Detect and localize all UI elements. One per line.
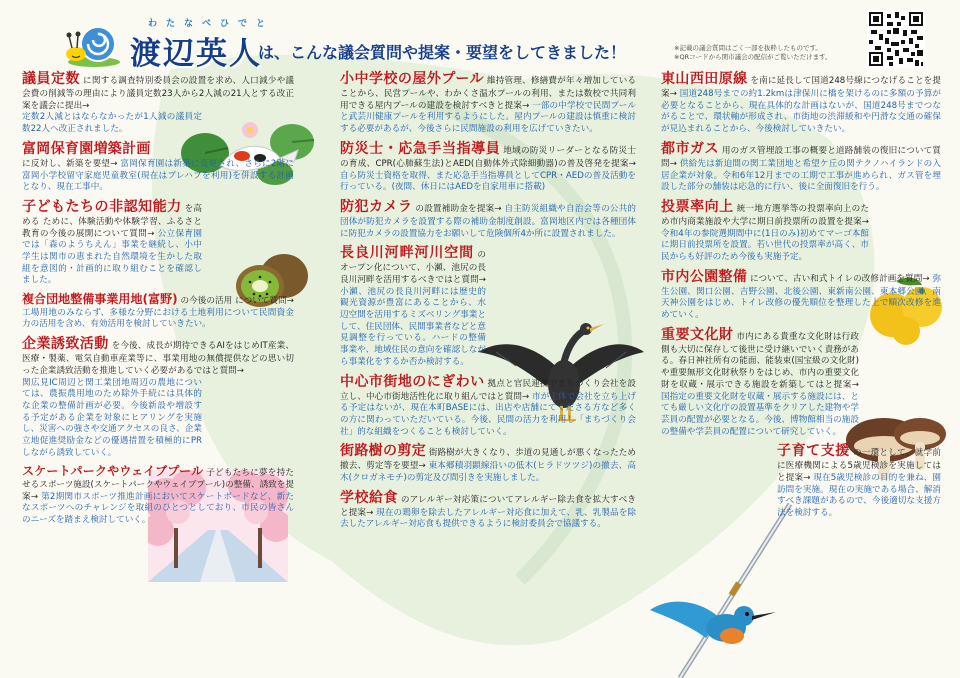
item-heading: 小中学校の屋外プール xyxy=(340,71,485,87)
item-heading: 東山西田原線 xyxy=(661,71,748,87)
item-tail: 市内にある貴重な文化財は行政側も大切に保存して後世に受け継いでいく責務がある。春日神社所有の能面、能装束(国宝級の文化財)や重要無形文化財秋祭りをはじめ、市内の重要文化財を収蔵・展示できる施設を新築してはと提案→ xyxy=(661,331,859,390)
item-response: 東本郷積羽顕線沿いの低木(ヒラドツツジ)の撤去、高木(クロガネモチ)の剪定及び間引きを実施しました。 xyxy=(340,461,637,483)
item-heading: 子育て支援 xyxy=(777,443,850,460)
item-text: に関する調査特別委員会の設置を求め、人口減少や議会費の削減等の理由により議員定数23人から2人減の21人とする改正案を議会に提出→ xyxy=(22,76,294,111)
header-notes xyxy=(674,44,866,62)
item-heading: 都市ガス xyxy=(661,140,719,157)
item-response: 一部の中学校で民間プールと武芸川健康プールを利用するようにした。屋内プールの建設は慎重に検討する必要があるが、今後さらに民間施設の利用を広げていきたい。 xyxy=(340,100,636,135)
item-response: 富岡保育園は新築に変更され、さらに2階に富岡小学校留守家庭児童教室(現在はプレハブを利用)を併設する計画となり、現在工事中。 xyxy=(22,158,294,193)
item-heading: 学校給食 xyxy=(340,489,398,506)
item-heading: 重要文化財 xyxy=(661,326,734,343)
item-response: 現在の鶏卵を除去したアレルギー対応食に加えて、乳、乳製品を除去したアレルギー対応食も提供できるように検討委員会で協議する。 xyxy=(340,507,637,530)
item-tail: 統一地方選挙等の投票率向上のため市内商業施設や大学に期日前投票所の設置を提案→ xyxy=(661,203,870,227)
item-street-trees xyxy=(340,442,636,484)
note-line: ※記載の議会質問はごく一部を抜粋したものです。 xyxy=(674,44,822,52)
item-response: 第2期関市スポーツ推進計画においてスケートボードなど、新たなスポーツへのチャレンジを取組のひとつとしており、市民の皆さんのニーズを踏まえ検討していく。 xyxy=(22,491,295,526)
item-complex-site xyxy=(22,291,294,331)
note-line: ※QRコードから関市議会の配信がご覧いただけます。 xyxy=(674,53,832,62)
item-response: 供給先は新迫間の関工業団地と希望ケ丘の関テクノハイランドの入居企業が対象。令和6年12月までの工期で工事が進められ、ガス管を埋設した部分の舗装は応急的に行い、後に全面復旧を行う。 xyxy=(661,158,941,193)
item-outdoor-pool xyxy=(340,70,636,136)
qr-code-icon[interactable] xyxy=(867,10,925,68)
item-response: 自主防災組織や自治会等の公共的団体が防犯カメラを設置する際の補助金制度創設。富岡地区内では各種団体に防犯カメラの設置協力をお願いして危険個所4か所に設置されました。 xyxy=(340,203,637,239)
item-tail: の一環として、就学前に医療機関による5歳児検診を実施してはと提案→ xyxy=(777,448,941,483)
page-tagline: は、こんな議会質問や提案・要望をしてきました！ xyxy=(258,43,627,62)
item-tail: 子どもたちに夢を持たせるスポーツ施設(スケートパークやウェイブプール)の整備、誘致を提案→ xyxy=(22,468,294,502)
item-tail: 街路樹が大きくなり、歩道の見通しが悪くなったため撤去、剪定等を要望→ xyxy=(340,448,636,472)
item-nagara-river xyxy=(340,244,636,368)
item-tail: 拠点と官民連携でまちづくり会社を設立し、中心市街地活性化に取り組んではと質問→ xyxy=(340,378,636,402)
item-response: 自ら防災士資格を取得、また応急手当指導員としてCPR・AEDの普及活動を行っている。(夜間、休日にはAEDを自家用車に搭載) xyxy=(340,170,636,193)
item-school-lunch xyxy=(340,489,636,531)
item-response: 定数2人減とはならなかったが1人減の議員定数22人へ改正されました。 xyxy=(22,112,202,135)
item-response: 弥生公園、関口公園、吉野公園、北後公園、東新南公園、東本郷公園、南天神公園をはじめ、トイレ改修の優先順位を整理した上で順次改修を進めていく。 xyxy=(661,273,941,321)
item-heading: 投票率向上 xyxy=(661,198,734,215)
item-cultural-assets xyxy=(661,326,941,439)
item-council-seats xyxy=(22,70,294,136)
item-response: 市が主体で会社を立ち上げる予定はないが、現在本町BASEには、出店や店舗にてくださる方など多くの方に関わっていただいている。今後、民間の活力を利用し「まちづくり会社」的な組織をつくることも検討していく。 xyxy=(340,391,636,437)
item-tail: の今後の活用 xyxy=(180,296,233,307)
item-response: 小瀬、池尻の長良川河畔には歴史的観光資源が豊富にあることから、水辺空間を活用するミズベリング事業として、住民団体、民間事業者などと意見調整を行っている。ハードの整備事業や、地域住民の意向を確認しながら事業化をするか否か検討する。 xyxy=(340,286,486,367)
item-city-center xyxy=(340,373,636,439)
item-noncognitive-skills xyxy=(22,198,294,287)
item-child-support xyxy=(777,442,941,519)
item-heading: 子どもたちの非認知能力 xyxy=(22,198,182,215)
item-response: 工場用地のみならず、多様な分野における土地利用について民間資金力の活用を含め、有効活用を検討していきたい。 xyxy=(22,307,294,330)
item-skatepark xyxy=(22,463,294,526)
item-disaster-prevention xyxy=(340,140,636,194)
item-text: について質問→ xyxy=(235,296,295,307)
item-tail: のアレルギー対応策についてアレルギー除去食を拡大すべきと提案→ xyxy=(340,494,637,518)
item-voter-turnout xyxy=(661,198,941,264)
item-higashiyama-road xyxy=(661,70,941,136)
item-heading: 中心市街地のにぎわい xyxy=(340,373,485,390)
item-response: 公立保育園では「森のようちえん」事業を継続し、小中学生は関市の恵まれた自然環境を生かした取組を意図的・計画的に取り組むことを確認しました。 xyxy=(22,228,203,286)
item-heading: 街路樹の剪定 xyxy=(340,443,427,460)
item-tail: のオープン化について、小瀬、池尻の長良川河畔を活用するべきではと質問→ xyxy=(340,250,486,285)
item-tail: 地域の防災リーダーとなる防災士の育成、CPR(心肺蘇生法)とAED(自動体外式除細動器)の普及啓発を提案→ xyxy=(340,145,636,169)
item-tomioka-nursery xyxy=(22,140,294,194)
item-security-camera xyxy=(340,198,636,240)
item-city-gas xyxy=(661,140,941,194)
item-response: 関広見IC周辺と関工業団地周辺の農地については、農振農用地のため除外手続には具体的な企業の整備計画が必要。今後新設や増設する予定がある企業を対象にヒアリングを実施し、災害への強さや交通アクセスの良さ、企業立地促進奨励金などの優遇措置を積極的にPRしながら誘致していく。 xyxy=(22,377,202,458)
item-response: 国指定の重要文化財を収蔵・展示する施設には、とても厳しい文化庁の設置基準をクリアした建物や学芸員の配置が必要となる。今後、博物館相当の施設の整備や学芸員の配置について研究していく。 xyxy=(661,391,859,437)
item-response: 国道248号までの約1.2kmは津保川に橋を架けるのに多額の予算が必要となることから、現在具体的な計画はないが、国道248号までつながることで、環状軸が形成され、市街地の渋滞緩和や円滑な交通の確保が見込まれることから、今後検討していきたい。 xyxy=(661,89,942,135)
item-text: を今後、成長が期待できるAIをはじめIT産業、医療・製薬、電気自動車産業等に、事業用地の無償提供などの思い切った企業誘致活動を推進していく必要があるではと質問→ xyxy=(22,341,294,376)
item-tail: を南に延長して国道248号線につなげることを提案→ xyxy=(661,76,941,100)
item-heading: 防犯カメラ xyxy=(340,198,413,215)
item-heading: 市内公園整備 xyxy=(661,268,748,285)
name-ruby: わたなべひでと xyxy=(148,19,275,29)
item-heading: 企業誘致活動 xyxy=(22,336,109,353)
item-tail: 維持管理、修繕費が年々増加していることから、民営プールや、わかくさ温水プールの利用、または数校で共同利用できる屋内プールの建設を検討すべきと提案→ xyxy=(340,76,636,111)
item-tail: の設置補助金を提案→ xyxy=(415,203,502,214)
column-middle xyxy=(340,70,636,535)
sword-kingfisher-illustration xyxy=(640,500,800,678)
item-heading: 富岡保育園増築計画 xyxy=(22,140,151,157)
item-response: 現在5歳児検診の目的を兼ね、園訪問を実施。現在の実施である場合、解消すべき課題があるので、今後適切な支援方法を検討する。 xyxy=(777,473,942,519)
item-text: ために、体験活動や体験学習、ふるさと教育の今後の展開について質問→ xyxy=(22,216,202,239)
item-response: 令和4年の参院選期間中に(1日のみ)初めてマーゴ本館に期日前投票所を設置。若い世代の投票率が高く、市民からも好評のため今後も実施予定。 xyxy=(661,228,869,262)
item-tail: 用のガス管埋設工事の概要と道路舗装の復旧について質問→ xyxy=(661,145,941,169)
item-heading: 長良川河畔河川空間 xyxy=(340,245,475,262)
item-tail: を高める xyxy=(22,203,202,227)
item-heading: 防災士・応急手当指導員 xyxy=(340,140,501,157)
snail-mascot-icon xyxy=(64,18,122,68)
item-parks xyxy=(661,268,941,322)
item-heading: 議員定数 xyxy=(22,71,81,87)
item-heading: スケートパークやウェイブプール xyxy=(22,464,204,479)
councillor-name: 渡辺英人 xyxy=(130,36,262,72)
item-text: に反対し、新築を要望→ xyxy=(22,158,118,169)
item-heading: 複合団地整備事業用地(富野) xyxy=(22,292,178,307)
item-business-attraction xyxy=(22,335,294,459)
column-right xyxy=(661,70,941,524)
column-left xyxy=(22,70,294,531)
item-tail: について、古い和式トイレの改修計画を質問→ xyxy=(749,273,930,284)
